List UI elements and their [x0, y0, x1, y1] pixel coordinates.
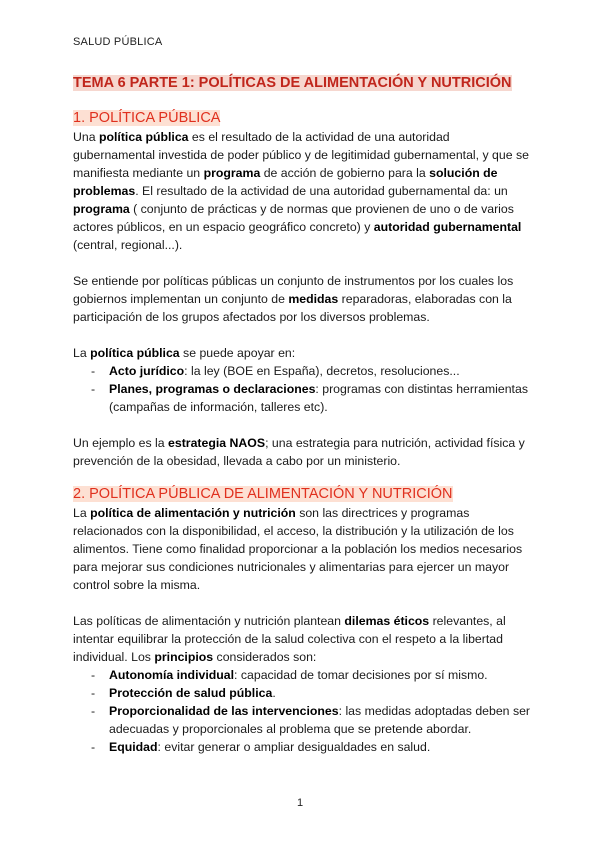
bold-term: estrategia NAOS [168, 436, 266, 450]
bold-term: dilemas éticos [344, 614, 430, 628]
text-run: son las directrices y programas relacionados con la disponibilidad, el acceso, la distribución y la utilización de los alimentos. Tiene como finalidad proporcionar a la población los medios necesarios para mejorar sus condiciones nutricionales y alimentarias para ejercer un mayor control sobre la misma. [73, 506, 523, 592]
bold-term: Protección de salud pública [109, 686, 273, 700]
list-item [91, 702, 533, 738]
text-run: . [272, 686, 276, 700]
section-2-heading [73, 484, 533, 504]
text-run: considerados son: [213, 650, 317, 664]
bold-term: política de alimentación y nutrición [90, 506, 296, 520]
text-run: . El resultado de la actividad de una autoridad gubernamental da: un [135, 184, 508, 198]
running-header: SALUD PÚBLICA [73, 36, 163, 48]
list-item [91, 684, 533, 702]
text-run: : programas con distintas herramientas (campañas de información, talleres etc). [109, 382, 528, 414]
list-item [91, 362, 533, 380]
text-run: : evitar generar o ampliar desigualdades en salud. [157, 740, 431, 754]
text-run: de acción de gobierno para la [260, 166, 430, 180]
bold-term: Equidad [109, 740, 158, 754]
text-run: : la ley (BOE en España), decretos, resoluciones... [184, 364, 460, 378]
section-1-paragraph-4 [73, 434, 533, 470]
text-run: Un ejemplo es la [73, 436, 169, 450]
section-1-heading [73, 108, 533, 128]
text-run: La [73, 506, 91, 520]
section-2-heading-text: 2. POLÍTICA PÚBLICA DE ALIMENTACIÓN Y NUTRICIÓN [73, 486, 453, 502]
section-1-paragraph-1 [73, 128, 533, 254]
text-run: Las políticas de alimentación y nutrición plantean [73, 614, 345, 628]
section-2-paragraph-2 [73, 612, 533, 666]
section-1-paragraph-3 [73, 344, 533, 362]
section-2-principles-list [73, 666, 533, 756]
text-run: Se entiende por políticas públicas un conjunto de instrumentos por los cuales los gobiernos implementan un conjunto de [73, 274, 514, 306]
section-1-paragraph-2 [73, 272, 533, 326]
bold-term: Proporcionalidad de las intervenciones [109, 704, 339, 718]
text-run: reparadoras, elaboradas con la participación de los grupos afectados por los diversos problemas. [73, 292, 512, 324]
document-title-text: TEMA 6 PARTE 1: POLÍTICAS DE ALIMENTACIÓN Y NUTRICIÓN [73, 75, 512, 91]
bold-term: política pública [90, 346, 180, 360]
document-title [73, 73, 533, 94]
page-content [73, 73, 533, 756]
bold-term: medidas [288, 292, 339, 306]
bold-term: Planes, programas o declaraciones [109, 382, 316, 396]
bold-term: programa [73, 202, 130, 216]
text-run: (central, regional...). [73, 238, 183, 252]
text-run: ( conjunto de prácticas y de normas que provienen de uno o de varios actores públicos, en un espacio geográfico concreto) y [73, 202, 514, 234]
text-run: Una [73, 130, 99, 144]
bold-term: principios [154, 650, 214, 664]
bold-term: programa [203, 166, 261, 180]
bold-term: Autonomía individual [109, 668, 235, 682]
text-run: : las medidas adoptadas deben ser adecuadas y proporcionales al problema que se pretende abordar. [109, 704, 531, 736]
bold-term: solución de problemas [73, 166, 498, 198]
text-run: ; una estrategia para nutrición, actividad física y prevención de la obesidad, llevada a cabo por un ministerio. [73, 436, 525, 468]
list-item [91, 380, 533, 416]
text-run: se puede apoyar en: [179, 346, 296, 360]
section-1-support-list [73, 362, 533, 416]
text-run: La [73, 346, 91, 360]
list-item [91, 738, 533, 756]
text-run: es el resultado de la actividad de una autoridad gubernamental investida de poder público y de legitimidad gubernamental, y que se manifiesta mediante un [73, 130, 529, 180]
bold-term: autoridad gubernamental [373, 220, 522, 234]
bold-term: política pública [98, 130, 189, 144]
page-number: 1 [296, 797, 304, 809]
text-run: relevantes, al intentar equilibrar la protección de la salud colectiva con el respeto a la libertad individual. Los [73, 614, 506, 664]
section-2-paragraph-1 [73, 504, 533, 594]
list-item [91, 666, 533, 684]
text-run: : capacidad de tomar decisiones por sí mismo. [234, 668, 488, 682]
section-1-heading-text: 1. POLÍTICA PÚBLICA [73, 110, 221, 126]
bold-term: Acto jurídico [109, 364, 185, 378]
